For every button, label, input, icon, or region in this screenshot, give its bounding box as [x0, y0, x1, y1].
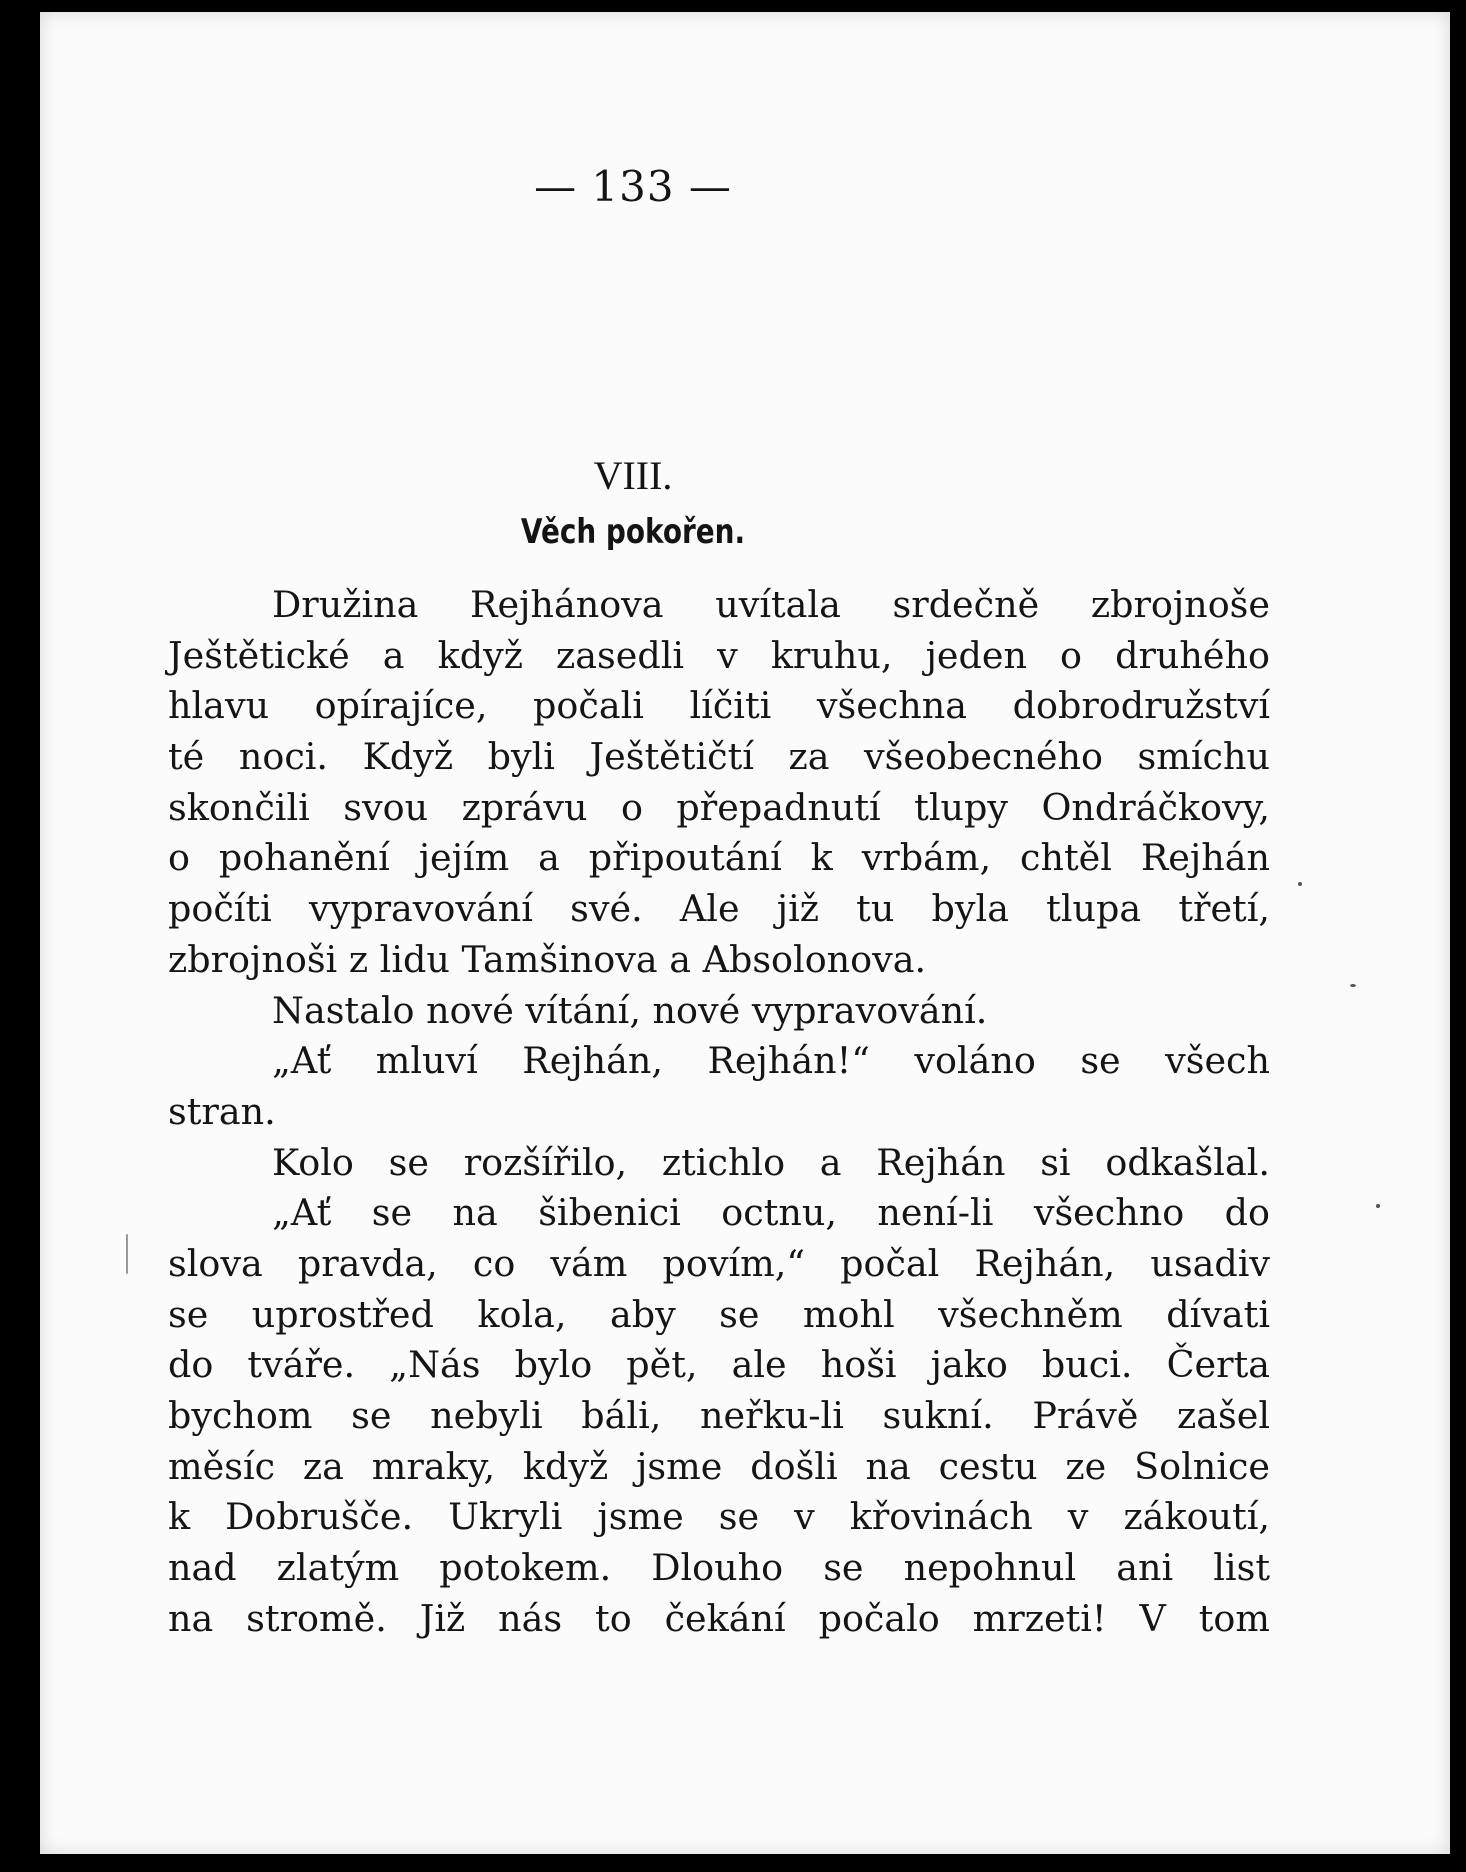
text-line: té noci. Když byli Ještětičtí za všeobecného smíchu — [168, 735, 1270, 779]
body-text — [168, 580, 1270, 1644]
chapter-number: VIII. — [593, 453, 673, 498]
text-line: hlavu opírajíce, počali líčiti všechna dobrodružství — [168, 684, 1270, 728]
scan-speck — [126, 1234, 128, 1274]
scan-speck — [1298, 882, 1302, 886]
text-line: „Ať se na šibenici octnu, není-li všechno do — [272, 1191, 1270, 1235]
text-line: k Dobrušče. Ukryli jsme se v křovinách v zákoutí, — [168, 1495, 1270, 1539]
text-line: Kolo se rozšířilo, ztichlo a Rejhán si odkašlal. — [272, 1140, 1270, 1184]
text-line: na stromě. Již nás to čekání počalo mrzeti! V tom — [168, 1596, 1270, 1640]
text-line: počíti vypravování své. Ale již tu byla tlupa třetí, — [168, 887, 1270, 931]
text-line: do tváře. „Nás bylo pět, ale hoši jako buci. Čerta — [168, 1343, 1270, 1387]
book-page — [40, 12, 1450, 1854]
text-line: Ještětické a když zasedli v kruhu, jeden o druhého — [168, 633, 1270, 677]
text-line: o pohanění jejím a připoutání k vrbám, chtěl Rejhán — [168, 836, 1270, 880]
text-line: „Ať mluví Rejhán, Rejhán!“ voláno se všech — [272, 1039, 1270, 1083]
text-line: měsíc za mraky, když jsme došli na cestu ze Solnice — [168, 1444, 1270, 1488]
text-line: slova pravda, co vám povím,“ počal Rejhán, usadiv — [168, 1241, 1270, 1285]
text-line: skončili svou zprávu o přepadnutí tlupy Ondráčkovy, — [168, 785, 1270, 829]
scan-speck — [1376, 1204, 1380, 1208]
text-line: se uprostřed kola, aby se mohl všechněm dívati — [168, 1292, 1270, 1336]
text-line: bychom se nebyli báli, neřku-li sukní. Právě zašel — [168, 1394, 1270, 1437]
scan-speck — [1350, 984, 1356, 987]
text-line: zbrojnoši z lidu Tamšinova a Absolonova. — [168, 937, 927, 981]
text-line: Družina Rejhánova uvítala srdečně zbrojnoše — [272, 583, 1270, 626]
text-line: Nastalo nové vítání, nové vypravování. — [272, 988, 988, 1032]
text-line: nad zlatým potokem. Dlouho se nepohnul ani list — [168, 1546, 1270, 1590]
page-number: — 133 — — [534, 162, 732, 211]
text-line: stran. — [168, 1089, 276, 1133]
chapter-title: Věch pokořen. — [520, 512, 746, 552]
